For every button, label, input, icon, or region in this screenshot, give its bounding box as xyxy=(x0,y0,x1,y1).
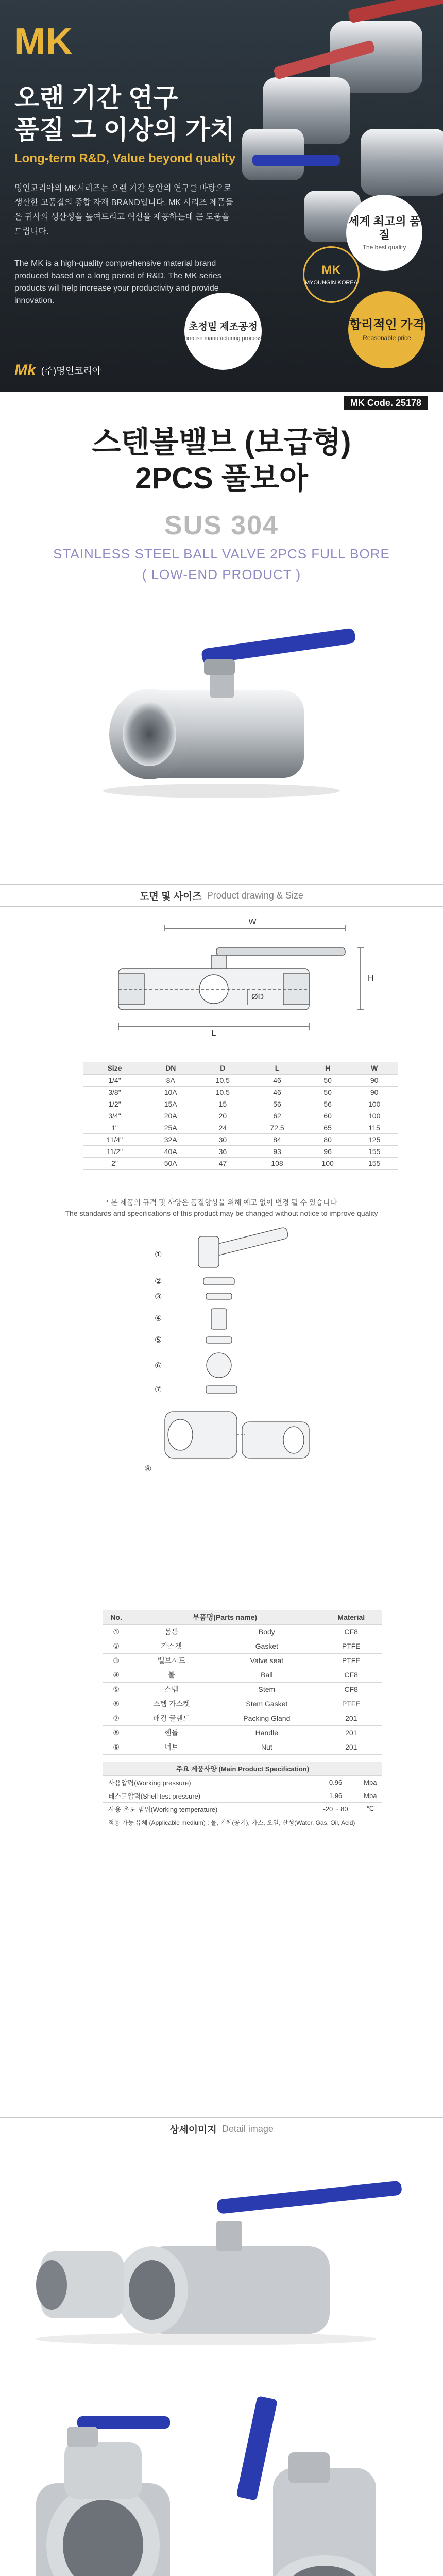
table-cell: 1" xyxy=(83,1122,146,1133)
size-table-header: D xyxy=(196,1062,250,1074)
mk-badge-subtitle: MYOUNGIN KOREA xyxy=(304,280,358,286)
table-cell: PTFE xyxy=(320,1697,382,1711)
detail-photo-1 xyxy=(21,2159,422,2349)
table-cell: Handle xyxy=(213,1725,320,1740)
hero-description-korean: 명인코리아의 MK시리즈는 오랜 기간 동안의 연구를 바탕으로 생산한 고품질의 종합 자재 BRAND입니다. MK 시리즈 제품들은 귀사의 생산성을 높여드리고 혁신을 제공하는데 큰 도움을 드립니다. xyxy=(14,184,233,236)
table-row xyxy=(103,1816,382,1829)
product-title-korean-line2: 2PCS 풀보아 xyxy=(135,462,308,495)
section-drawing-title-korean: 도면 및 사이즈 xyxy=(140,891,202,902)
product-title-english-line1: STAINLESS STEEL BALL VALVE 2PCS FULL BORE xyxy=(53,546,390,562)
table-cell: CF8 xyxy=(320,1668,382,1682)
table-cell: Nut xyxy=(213,1740,320,1754)
size-note-english: The standards and specifications of this product may be changed without notice to improve quality xyxy=(65,1209,378,1217)
table-cell: 10.5 xyxy=(196,1086,250,1098)
size-note-korean: * 본 제품의 규격 및 사양은 품질향상을 위해 예고 없이 변경 될 수 있습니다 xyxy=(106,1198,337,1207)
table-cell: 스템 가스켓 xyxy=(129,1697,213,1711)
table-cell: 90 xyxy=(351,1086,398,1098)
table-cell: 100 xyxy=(304,1157,351,1169)
table-cell: 155 xyxy=(351,1145,398,1157)
dimension-label-h: H xyxy=(368,974,374,983)
spec-table xyxy=(103,1762,382,1829)
size-table-header: DN xyxy=(146,1062,196,1074)
table-cell: 40A xyxy=(146,1145,196,1157)
table-cell: 50 xyxy=(304,1086,351,1098)
spec-label: 사용 온도 범위(Working temperature) xyxy=(103,1802,313,1816)
table-row xyxy=(83,1157,398,1169)
spec-table-header: 주요 제품사양 (Main Product Specification) xyxy=(103,1762,382,1775)
table-cell: 201 xyxy=(320,1740,382,1754)
part-callout: ③ xyxy=(155,1293,162,1301)
table-cell: 3/4" xyxy=(83,1110,146,1122)
table-cell: Stem Gasket xyxy=(213,1697,320,1711)
table-row xyxy=(103,1725,382,1740)
detail-photo-3-image xyxy=(211,2365,428,2576)
price-badge xyxy=(348,291,425,368)
table-cell: 20 xyxy=(196,1110,250,1122)
table-cell: ④ xyxy=(103,1668,129,1682)
dimension-label-d: ØD xyxy=(251,993,264,1002)
table-cell: 30 xyxy=(196,1133,250,1145)
table-cell: 몸통 xyxy=(129,1624,213,1639)
table-cell: Gasket xyxy=(213,1639,320,1653)
part-callout: ④ xyxy=(155,1314,162,1323)
table-row xyxy=(83,1133,398,1145)
table-cell: ⑥ xyxy=(103,1697,129,1711)
spec-label: 테스트압력(Shell test pressure) xyxy=(103,1789,313,1802)
table-cell: 11/2" xyxy=(83,1145,146,1157)
table-cell: 96 xyxy=(304,1145,351,1157)
exploded-view-diagram xyxy=(134,1226,330,1494)
table-cell: 46 xyxy=(250,1086,304,1098)
spec-table-header-row xyxy=(103,1762,382,1775)
product-code: MK Code. 25178 xyxy=(344,396,428,410)
detail-photo-3 xyxy=(211,2365,428,2576)
detail-photo-1-image xyxy=(21,2159,422,2349)
hero-description-english: The MK is a high-quality comprehensive material brand produced based on a long period of R&D. The MK series products will help increase your productivity and provide innovation. xyxy=(14,259,222,305)
table-cell: 46 xyxy=(250,1074,304,1086)
table-row xyxy=(103,1775,382,1789)
hero-tagline: Long-term R&D, Value beyond quality xyxy=(14,151,236,165)
table-cell: 72.5 xyxy=(250,1122,304,1133)
table-cell: 32A xyxy=(146,1133,196,1145)
table-row xyxy=(103,1682,382,1697)
table-cell: 25A xyxy=(146,1122,196,1133)
part-callout: ⑥ xyxy=(155,1362,162,1370)
table-cell: Valve seat xyxy=(213,1653,320,1668)
product-title-korean-line1: 스텐볼밸브 (보급형) xyxy=(92,426,351,459)
parts-table-header: Material xyxy=(320,1610,382,1624)
table-row xyxy=(103,1802,382,1816)
table-cell: 60 xyxy=(304,1110,351,1122)
hero-headline-line1: 오랜 기간 연구 xyxy=(14,83,178,112)
product-code-bar xyxy=(0,392,443,412)
process-badge xyxy=(184,293,262,370)
table-cell: PTFE xyxy=(320,1653,382,1668)
table-row xyxy=(103,1711,382,1725)
table-cell: 스템 xyxy=(129,1682,213,1697)
price-badge-title: 합리적인 가격 xyxy=(349,318,424,332)
product-material: SUS 304 xyxy=(164,511,279,540)
table-cell: Packing Gland xyxy=(213,1711,320,1725)
detail-photo-2-image xyxy=(15,2365,196,2576)
part-callout: ⑦ xyxy=(155,1385,162,1394)
table-row xyxy=(83,1074,398,1086)
dimension-label-w: W xyxy=(248,918,257,926)
mk-badge xyxy=(303,246,360,303)
company-name: (주)명인코리아 xyxy=(41,366,101,376)
table-cell: 56 xyxy=(250,1098,304,1110)
table-row xyxy=(103,1639,382,1653)
parts-table-header-row xyxy=(103,1610,382,1624)
process-badge-title: 초정밀 제조공정 xyxy=(189,321,258,332)
size-table xyxy=(83,1062,398,1170)
table-cell: 201 xyxy=(320,1725,382,1740)
table-cell: 93 xyxy=(250,1145,304,1157)
table-cell: PTFE xyxy=(320,1639,382,1653)
mk-badge-title: MK xyxy=(321,263,341,277)
table-cell: ② xyxy=(103,1639,129,1653)
size-table-header: H xyxy=(304,1062,351,1074)
section-drawing-title-english: Product drawing & Size xyxy=(207,890,303,901)
size-table-header: Size xyxy=(83,1062,146,1074)
part-callout: ① xyxy=(155,1250,162,1259)
table-row xyxy=(83,1086,398,1098)
table-cell: 20A xyxy=(146,1110,196,1122)
spec-value: -20 ~ 80 xyxy=(313,1802,358,1816)
brand-mark: MK xyxy=(14,21,73,62)
table-cell: ③ xyxy=(103,1653,129,1668)
table-cell: 36 xyxy=(196,1145,250,1157)
size-note xyxy=(0,1197,443,1219)
table-cell: CF8 xyxy=(320,1624,382,1639)
spec-unit: Mpa xyxy=(359,1775,382,1789)
spec-unit: Mpa xyxy=(359,1789,382,1802)
company-logo-mark: Mk xyxy=(14,362,36,379)
table-cell: 2" xyxy=(83,1157,146,1169)
spec-unit: ℃ xyxy=(359,1802,382,1816)
spec-value: 1.96 xyxy=(313,1789,358,1802)
table-row xyxy=(83,1098,398,1110)
table-cell: 90 xyxy=(351,1074,398,1086)
table-cell: 201 xyxy=(320,1711,382,1725)
table-row xyxy=(83,1122,398,1133)
spec-applicable-medium: 적용 가능 유체 (Applicable medium) : 물, 기체(공기), 가스, 오일, 산성(Water, Gas, Oil, Acid) xyxy=(103,1816,382,1829)
table-cell: ⑨ xyxy=(103,1740,129,1754)
spec-label: 사용압력(Working pressure) xyxy=(103,1775,313,1789)
size-table-header: W xyxy=(351,1062,398,1074)
part-callout: ② xyxy=(155,1277,162,1286)
section-header-detail xyxy=(0,2117,443,2140)
table-cell: 84 xyxy=(250,1133,304,1145)
parts-table xyxy=(103,1610,382,1755)
table-cell: 1/2" xyxy=(83,1098,146,1110)
size-table-header: L xyxy=(250,1062,304,1074)
price-badge-subtitle: Reasonable price xyxy=(363,334,411,342)
table-cell: Body xyxy=(213,1624,320,1639)
table-cell: ① xyxy=(103,1624,129,1639)
dimension-label-l: L xyxy=(211,1029,216,1036)
section-detail-title-english: Detail image xyxy=(222,2123,274,2134)
section-header-drawing xyxy=(0,884,443,907)
process-badge-subtitle: precise manufacturing process xyxy=(184,335,262,342)
table-cell: 100 xyxy=(351,1110,398,1122)
quality-badge xyxy=(346,195,422,271)
product-main-photo xyxy=(77,587,366,804)
valve-drawing xyxy=(98,917,386,1036)
spec-value: 0.96 xyxy=(313,1775,358,1789)
table-cell: 100 xyxy=(351,1098,398,1110)
table-cell: 155 xyxy=(351,1157,398,1169)
table-cell: 56 xyxy=(304,1098,351,1110)
table-row xyxy=(103,1697,382,1711)
table-row xyxy=(103,1624,382,1639)
table-cell: 80 xyxy=(304,1133,351,1145)
table-cell: Ball xyxy=(213,1668,320,1682)
table-cell: 패킹 글랜드 xyxy=(129,1711,213,1725)
product-title-english-line2: ( LOW-END PRODUCT ) xyxy=(142,567,301,582)
parts-table-header: No. xyxy=(103,1610,129,1624)
table-cell: 15A xyxy=(146,1098,196,1110)
parts-table-header: 부품명(Parts name) xyxy=(129,1610,320,1624)
table-cell: 볼 xyxy=(129,1668,213,1682)
table-cell: 11/4" xyxy=(83,1133,146,1145)
table-cell: 115 xyxy=(351,1122,398,1133)
table-row xyxy=(103,1668,382,1682)
table-cell: 24 xyxy=(196,1122,250,1133)
quality-badge-subtitle: The best quality xyxy=(362,244,406,251)
table-row xyxy=(83,1145,398,1157)
table-cell: 50 xyxy=(304,1074,351,1086)
table-cell: Stem xyxy=(213,1682,320,1697)
table-cell: 너트 xyxy=(129,1740,213,1754)
part-callout: ⑧ xyxy=(144,1465,152,1473)
table-row xyxy=(103,1740,382,1754)
table-cell: ⑤ xyxy=(103,1682,129,1697)
table-cell: 62 xyxy=(250,1110,304,1122)
section-detail-title-korean: 상세이미지 xyxy=(169,2124,217,2136)
hero-banner xyxy=(0,0,443,392)
table-cell: 47 xyxy=(196,1157,250,1169)
hero-headline-line2: 품질 그 이상의 가치 xyxy=(14,115,235,144)
table-cell: 1/4" xyxy=(83,1074,146,1086)
table-cell: 125 xyxy=(351,1133,398,1145)
table-cell: 15 xyxy=(196,1098,250,1110)
table-cell: 핸들 xyxy=(129,1725,213,1740)
company-logo xyxy=(14,362,101,379)
quality-badge-title: 세계 최고의 품질 xyxy=(348,215,420,241)
table-cell: ⑦ xyxy=(103,1711,129,1725)
size-table-header-row xyxy=(83,1062,398,1074)
table-cell: 가스켓 xyxy=(129,1639,213,1653)
table-cell: CF8 xyxy=(320,1682,382,1697)
table-cell: 50A xyxy=(146,1157,196,1169)
table-cell: 108 xyxy=(250,1157,304,1169)
table-cell: 65 xyxy=(304,1122,351,1133)
table-cell: ⑧ xyxy=(103,1725,129,1740)
table-cell: 밸브시트 xyxy=(129,1653,213,1668)
table-cell: 8A xyxy=(146,1074,196,1086)
table-cell: 10.5 xyxy=(196,1074,250,1086)
detail-photo-2 xyxy=(15,2365,196,2576)
table-row xyxy=(103,1653,382,1668)
part-callout: ⑤ xyxy=(155,1336,162,1345)
table-cell: 10A xyxy=(146,1086,196,1098)
table-cell: 3/8" xyxy=(83,1086,146,1098)
table-row xyxy=(103,1789,382,1802)
table-row xyxy=(83,1110,398,1122)
